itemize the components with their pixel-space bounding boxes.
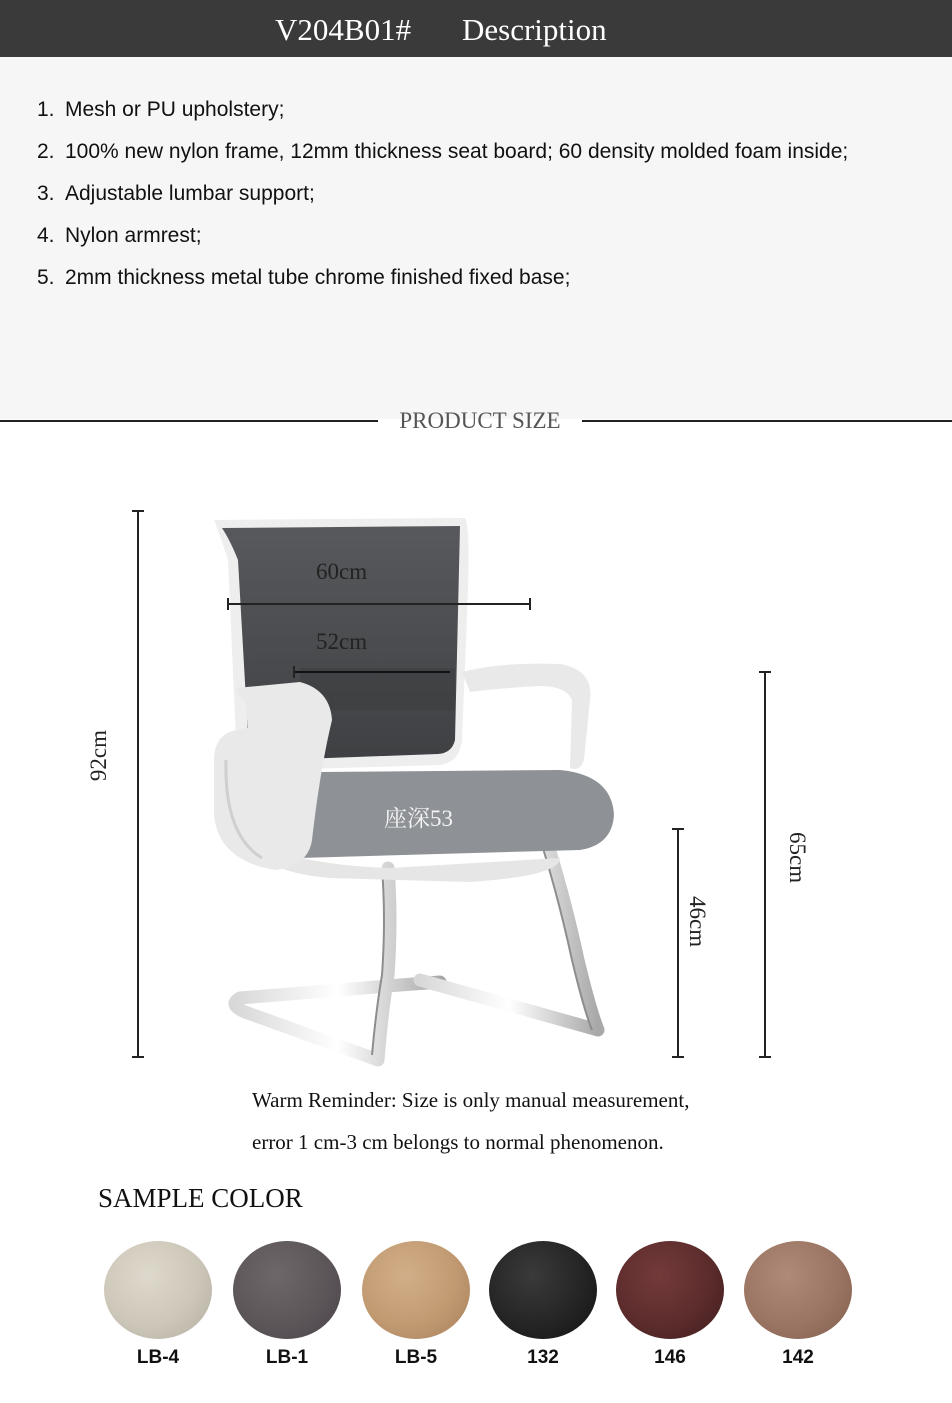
feature-text: Adjustable lumbar support; bbox=[65, 182, 315, 205]
color-swatch bbox=[616, 1241, 724, 1339]
model-code: V204B01# bbox=[275, 12, 412, 47]
swatch-label: 132 bbox=[527, 1347, 559, 1368]
color-swatch bbox=[233, 1241, 341, 1339]
feature-text: Mesh or PU upholstery; bbox=[65, 98, 285, 121]
color-swatch bbox=[744, 1241, 852, 1339]
right-armrest bbox=[462, 664, 590, 769]
seat-height-label: 46cm bbox=[685, 896, 710, 948]
height-total-label: 92cm bbox=[86, 730, 111, 782]
swatch-label: 142 bbox=[782, 1347, 814, 1368]
feature-number: 5. bbox=[37, 266, 55, 289]
sample-color-title: SAMPLE COLOR bbox=[98, 1183, 303, 1213]
product-size-heading: PRODUCT SIZE bbox=[399, 408, 561, 433]
feature-number: 2. bbox=[37, 140, 55, 163]
feature-number: 4. bbox=[37, 224, 55, 247]
feature-text: 2mm thickness metal tube chrome finished fixed base; bbox=[65, 266, 571, 289]
swatch-label: LB-1 bbox=[265, 1347, 309, 1368]
arm-height-label: 65cm bbox=[785, 832, 810, 884]
feature-text: 100% new nylon frame, 12mm thickness seat board; 60 density molded foam inside; bbox=[65, 140, 849, 163]
swatch-label: 146 bbox=[654, 1347, 686, 1368]
seat-depth-label: 座深53 bbox=[384, 806, 453, 831]
color-swatch bbox=[362, 1241, 470, 1339]
feature-number: 3. bbox=[37, 182, 55, 205]
swatch-label: LB-4 bbox=[136, 1347, 180, 1368]
color-swatch bbox=[489, 1241, 597, 1339]
width-outer-label: 60cm bbox=[316, 559, 368, 584]
feature-number: 1. bbox=[37, 98, 55, 121]
color-swatch bbox=[104, 1241, 212, 1339]
feature-text: Nylon armrest; bbox=[65, 224, 202, 247]
reminder-line-1: Warm Reminder: Size is only manual measurement, bbox=[252, 1088, 690, 1112]
header-title: Description bbox=[462, 12, 607, 47]
swatch-label: LB-5 bbox=[394, 1347, 438, 1368]
reminder-line-2: error 1 cm-3 cm belongs to normal phenomenon. bbox=[252, 1130, 664, 1154]
width-inner-label: 52cm bbox=[316, 629, 368, 654]
